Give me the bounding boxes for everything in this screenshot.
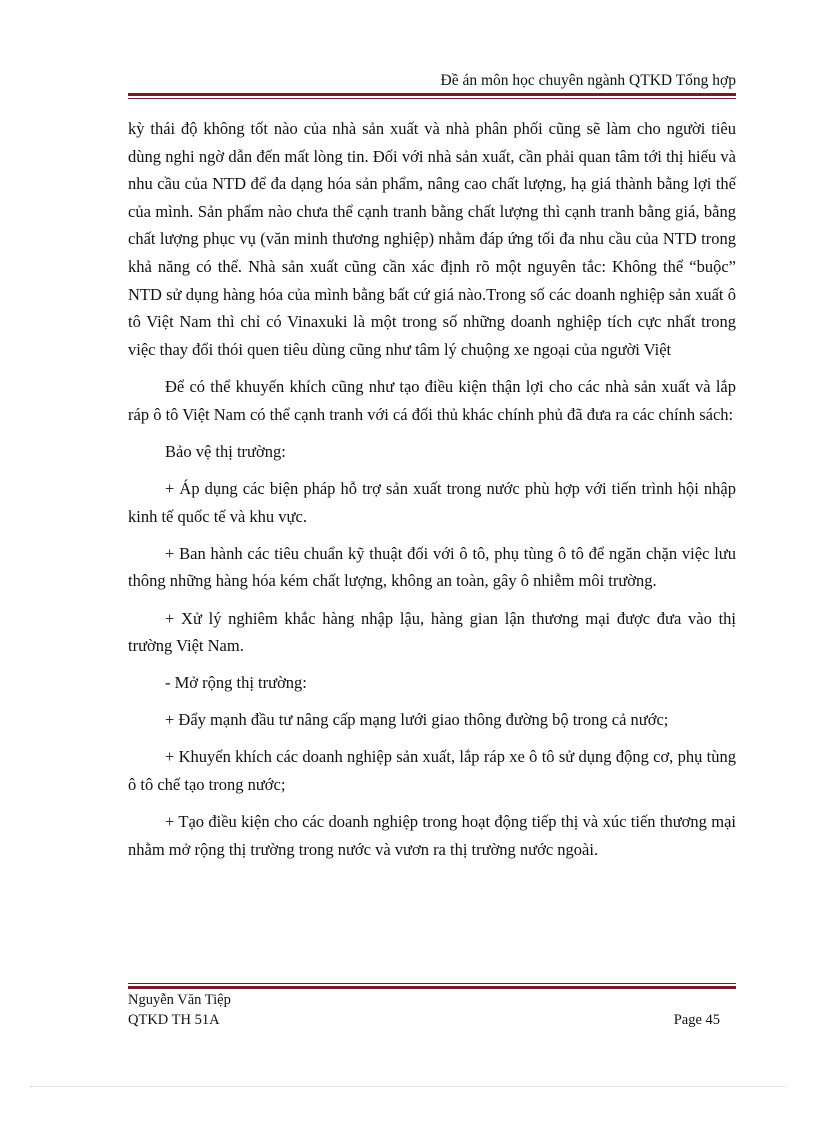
body-paragraph: kỳ thái độ không tốt nào của nhà sản xuất và nhà phân phối cũng sẽ làm cho người tiêu dùng nghi ngờ dẫn đến mất lòng tin. Đối với nhà sản xuất, cần phải quan tâm tới thị hiếu và nhu cầu của NTD để đa dạng hóa sản phẩm, nâng cao chất lượng, hạ giá thành bằng lợi thế của mình. Sản phẩm nào chưa thể cạnh tranh bằng chất lượng thì cạnh tranh bằng giá, bằng chất lượng phục vụ (văn minh thương nghiệp) nhằm đáp ứng tối đa nhu cầu của NTD trong khả năng có thể. Nhà sản xuất cũng cần xác định rõ một nguyên tắc: Không thể “buộc” NTD sử dụng hàng hóa của mình bằng bất cứ giá nào.Trong số các doanh nghiệp sản xuất ô tô Việt Nam thì chỉ có Vinaxuki là một trong số những doanh nghiệp tích cực nhất trong việc thay đổi thói quen tiêu dùng cũng như tâm lý chuộng xe ngoại của người Việt [128, 119, 736, 359]
list-item: + Khuyến khích các doanh nghiệp sản xuất, lắp ráp xe ô tô sử dụng động cơ, phụ tùng ô tô chế tạo trong nước; [128, 747, 736, 794]
footer-author: Nguyễn Văn Tiệp [128, 992, 231, 1008]
header-title: Đề án môn học chuyên ngành QTKD Tổng hợp [440, 72, 736, 89]
header-rule-thick [128, 93, 736, 96]
footer-class: QTKD TH 51A [128, 1012, 220, 1028]
section-heading: Bảo vệ thị trường: [165, 442, 286, 462]
footer-rule-thin [128, 983, 736, 984]
page-number: Page 45 [673, 1012, 720, 1028]
list-item: + Xử lý nghiêm khắc hàng nhập lậu, hàng gian lận thương mại được đưa vào thị trường Việt Nam. [128, 608, 736, 656]
list-item: + Ban hành các tiêu chuẩn kỹ thuật đối với ô tô, phụ tùng ô tô để ngăn chặn việc lưu thông những hàng hóa kém chất lượng, không an toàn, gây ô nhiễm môi trường. [128, 543, 736, 591]
list-item: + Áp dụng các biện pháp hỗ trợ sản xuất trong nước phù hợp với tiến trình hội nhập kinh tế quốc tế và khu vực. [128, 479, 736, 526]
footer-rule-thick [128, 986, 736, 989]
page-bottom-edge [30, 1086, 786, 1087]
page-body [128, 115, 736, 873]
body-paragraph: Để có thể khuyến khích cũng như tạo điều kiện thận lợi cho các nhà sản xuất và lắp ráp ô tô Việt Nam có thể cạnh tranh với cá đối thủ khác chính phủ đã đưa ra các chính sách: [128, 377, 736, 424]
footer-author-block [128, 990, 231, 1030]
header-rule-thin [128, 98, 736, 99]
section-heading: - Mở rộng thị trường: [165, 673, 307, 693]
list-item: + Tạo điều kiện cho các doanh nghiệp trong hoạt động tiếp thị và xúc tiến thương mại nhằm mở rộng thị trường trong nước và vươn ra thị trường nước ngoài. [128, 812, 736, 859]
list-item: + Đẩy mạnh đầu tư nâng cấp mạng lưới giao thông đường bộ trong cả nước; [165, 710, 669, 730]
